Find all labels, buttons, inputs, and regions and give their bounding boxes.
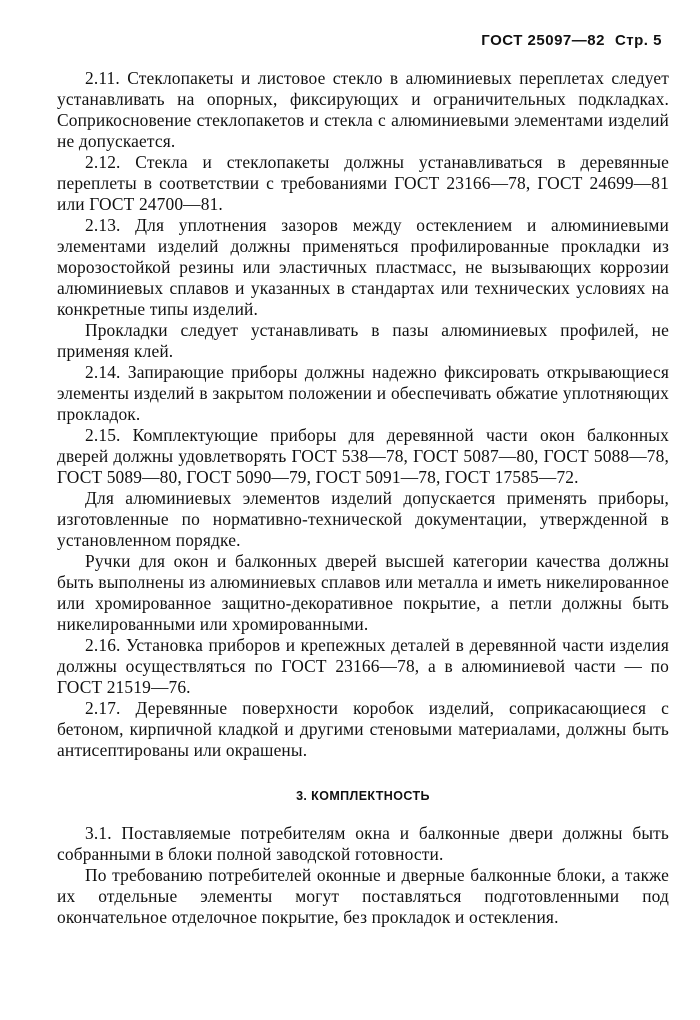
page-number: Стр. 5: [614, 32, 662, 49]
page-header: [481, 32, 662, 49]
paragraph-2-12: 2.12. Стекла и стеклопакеты должны устанавливаться в деревянные переплеты в соответствии с требованиями ГОСТ 23166—78, ГОСТ 24699—81 или ГОСТ 24700—81.: [57, 152, 669, 214]
section-title: 3. КОМПЛЕКТНОСТЬ: [296, 789, 430, 803]
paragraph-2-16: 2.16. Установка приборов и крепежных деталей в деревянной части изделия должны осуществляться по ГОСТ 23166—78, а в алюминиевой части — по ГОСТ 21519—76.: [57, 635, 669, 697]
paragraph-2-15: 2.15. Комплектующие приборы для деревянной части окон балконных дверей должны удовлетворять ГОСТ 538—78, ГОСТ 5087—80, ГОСТ 5088—78, ГОСТ 5089—80, ГОСТ 5090—79, ГОСТ 5091—78, ГОСТ 17585—72.: [57, 425, 669, 487]
paragraph-2-17: 2.17. Деревянные поверхности коробок изделий, соприкасающиеся с бетоном, кирпичной кладкой и другими стеновыми материалами, должны быть антисептированы или окрашены.: [57, 698, 669, 760]
paragraph-3-1: 3.1. Поставляемые потребителям окна и балконные двери должны быть собранными в блоки полной заводской готовности.: [57, 823, 669, 864]
document-body: [57, 68, 669, 928]
paragraph-aluminium-devices: Для алюминиевых элементов изделий допускается применять приборы, изготовленные по нормативно-технической документации, утвержденной в установленном порядке.: [57, 488, 669, 550]
paragraph-gaskets: Прокладки следует устанавливать в пазы алюминиевых профилей, не применяя клей.: [57, 320, 669, 361]
paragraph-handles: Ручки для окон и балконных дверей высшей категории качества должны быть выполнены из алюминиевых сплавов или металла и иметь никелированное или хромированное защитно-декоративное покрытие, а петли должны быть никелированными или хромированными.: [57, 551, 669, 634]
paragraph-2-13: 2.13. Для уплотнения зазоров между остеклением и алюминиевыми элементами изделий должны применяться профилированные прокладки из морозостойкой резины или эластичных пластмасс, не вызывающих коррозии алюминиевых сплавов и указанных в стандартах или технических условиях на конкретные типы изделий.: [57, 215, 669, 319]
paragraph-2-11: 2.11. Стеклопакеты и листовое стекло в алюминиевых переплетах следует устанавливать на опорных, фиксирующих и ограничительных подкладках. Соприкосновение стеклопакетов и стекла с алюминиевыми элементами изделий не допускается.: [57, 68, 669, 151]
standard-number: ГОСТ 25097—82: [481, 32, 605, 49]
paragraph-2-14: 2.14. Запирающие приборы должны надежно фиксировать открывающиеся элементы изделий в закрытом положении и обеспечивать обжатие уплотняющих прокладок.: [57, 362, 669, 424]
paragraph-on-request: По требованию потребителей оконные и дверные балконные блоки, а также их отдельные элементы могут поставляться подготовленными под окончательное отделочное покрытие, без прокладок и остекления.: [57, 865, 669, 927]
